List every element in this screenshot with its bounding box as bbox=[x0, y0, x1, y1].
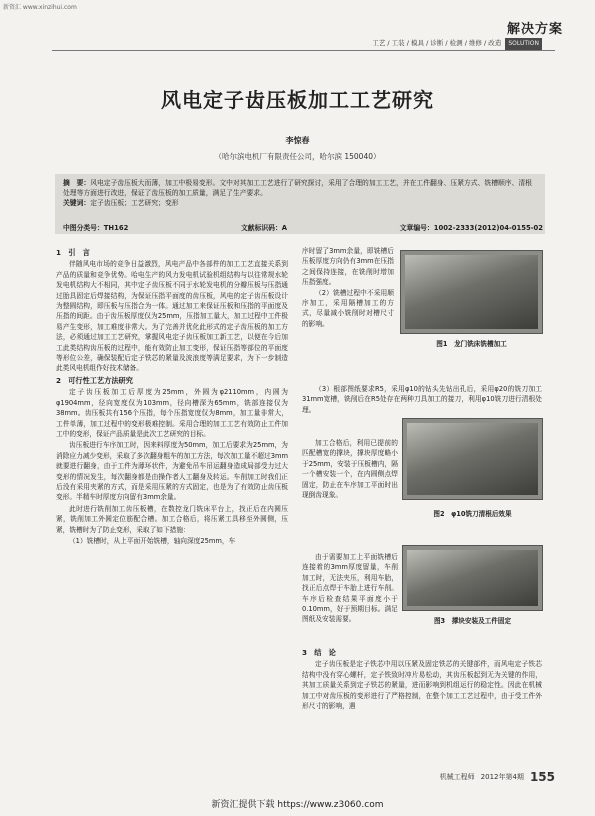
subnav-tag: SOLUTION bbox=[505, 38, 542, 50]
article-number: 文章编号：1002-2333(2012)04-0155-02 bbox=[399, 224, 543, 232]
section-1-heading: 1 引 言 bbox=[56, 248, 90, 257]
page-number: 155 bbox=[529, 770, 555, 784]
article-affiliation: （哈尔滨电机厂有限责任公司，哈尔滨 150040） bbox=[214, 152, 381, 161]
paragraph: 此时进行铣削加工齿压板槽，在数控龙门铣床平台上，找正后在内圆压紧，铣削加工外圆定位筋配合槽。加工合格后，将压紧工具移至外圆侧，压紧，铣槽时为了防止变形，采取了如下措施： bbox=[56, 504, 288, 534]
figure-2-caption: 图2 φ10铣刀清根后效果 bbox=[433, 510, 512, 518]
site-watermark: 新资汇 www.xinzihui.com bbox=[3, 4, 77, 11]
right-column-block-4 bbox=[302, 552, 398, 626]
paragraph: 加工合格后，利用已提前的匹配槽宽的撑块，撑块厚度略小于25mm，安装于压板槽内，隔一个槽安装一个，在内圆侧点焊固定，防止在车序加工平面时出现倒齿现象。 bbox=[302, 439, 398, 500]
right-column-block-1 bbox=[302, 246, 394, 330]
article-title: 风电定子齿压板加工工艺研究 bbox=[161, 88, 434, 112]
paragraph: 由于需要加工上平面铣槽后连接着的3mm厚度留量，车削加工时，无法夹压，利用车胎，找正后点焊于车胎上进行车削。车序后检查结果平面度小于0.10mm，好于预期目标。满足图纸及安装需要。 bbox=[302, 553, 398, 624]
journal-issue: 2012年第4期 bbox=[480, 773, 524, 781]
paragraph: （2）铣槽过程中不采用顺序加工，采用隔槽加工的方式，尽量减小铣削时对槽尺寸的影响。 bbox=[302, 288, 394, 328]
right-column-block-5 bbox=[302, 646, 542, 712]
paragraph: 伴随风电市场的竞争日益激烈，风电产品中各部件的加工工艺直接关系到产品的质量和竞争优势。哈电生产的风力发电机试验机组结构与以往常规水轮发电机结构大不相同，其中定子齿压板不同于水轮发电机的分瓣压板与压指通过胎具固定后焊接结构，为保证压指平面度的齿压板，风电的定子齿压板设计为整圆结构，即压板与压指合为一体。通过加工来保证压板和压指的平面度及压指的间距。由于齿压板厚度仅为25mm，压指加工量大，加工过程中工件极易产生变形，加工难度非常大。为了完善并优化此形式的定子齿压板的加工方法，必须通过加工工艺研究，掌握风电定子齿压板加工新工艺，以便在今后加工此类结构齿压板的过程中，能有效防止加工变形，保证压指等部位的平面度等形位公差，确保装配后定子铁芯的紧量及波浪度等满足要求，为下一步制造此类风电机组作好技术储备。 bbox=[56, 260, 288, 373]
paragraph: 齿压板进行车序加工时，因来料厚度为50mm，加工后要求为25mm，为消除应力减少变形，采取了多次翻身粗车的加工方法，每次加工量不超过3mm就要进行翻身，由于工件为薄环状件，为避免吊车吊运翻身造成局部受力过大变形的情况发生，每次翻身都是由操作者人工翻身及转运。车削加工时我们正后没有采用夹紧的方式，而是采用压紧的方式固定，也是为了有效防止齿压板变形。半精车时厚度方向留有3mm余量。 bbox=[56, 441, 288, 502]
abstract bbox=[63, 178, 537, 198]
doc-code: 文献标识码：A bbox=[241, 224, 288, 232]
figure-2-photo bbox=[402, 418, 543, 500]
keywords bbox=[63, 198, 537, 208]
abstract-text: 风电定子齿压板大而薄，加工中极易变形。文中对其加工工艺进行了研究探讨，采用了合理的加工工艺，并在工件翻身、压紧方式、铣槽顺序、清根处理等方面进行改进，保证了齿压板的加工质量，满足了生产要求。 bbox=[63, 179, 532, 197]
abstract-label: 摘 要： bbox=[63, 179, 91, 187]
keywords-text: 定子齿压板；工艺研究；变形 bbox=[90, 199, 179, 207]
paragraph: （1）铣槽时，从上平面开始铣槽，轴向深度25mm，车 bbox=[69, 536, 236, 545]
paragraph: 序时留了3mm余量，即铣槽后压板厚度方向仍有3mm在压指之间保持连接，在铣削时增加压指强度。 bbox=[302, 247, 394, 287]
right-column-block-2 bbox=[302, 384, 542, 416]
section-subnav bbox=[342, 37, 542, 49]
subnav-items: 工艺 / 工装 / 模具 / 诊断 / 检测 / 维修 / 改造 bbox=[372, 39, 502, 47]
page-footer bbox=[440, 770, 555, 784]
figure-1-photo bbox=[400, 250, 543, 334]
section-2-heading: 2 可行性工艺方法研究 bbox=[56, 375, 133, 385]
figure-3-caption: 图3 撑块安装及工件固定 bbox=[433, 617, 512, 625]
keywords-label: 关键词： bbox=[63, 199, 91, 207]
figure-3-photo bbox=[402, 545, 543, 611]
section-heading: 解决方案 bbox=[506, 22, 563, 37]
clc-number: 中图分类号：TH162 bbox=[63, 224, 129, 232]
article-author: 李惊春 bbox=[285, 136, 310, 145]
figure-1-caption: 图1 龙门铣床铣槽加工 bbox=[436, 340, 507, 348]
right-column-block-3 bbox=[302, 438, 398, 501]
journal-name: 机械工程师 bbox=[439, 773, 475, 781]
paragraph: （3）根部图纸要求R5，采用φ10的钻头先钻出孔后，采用φ20的铣刀加工31mm宽槽，铣削后在R5处存在两种刀具加工的接刀，利用φ10铣刀进行清根处理。 bbox=[302, 385, 542, 414]
header-rule bbox=[52, 50, 555, 51]
article-meta bbox=[63, 222, 543, 232]
section-3-heading: 3 结 论 bbox=[302, 648, 336, 657]
paragraph: 定子齿压板是定子铁芯中用以压紧及固定铁芯的关键部件，而风电定子铁芯结构中没有穿心螺杆，定子铁致时冲片易松动，其齿压板起到无为关键的作用，其加工质量关系到定子铁芯的紧量，进而影响到机组运行的稳定性。因此在机械加工中对齿压板的变形进行了严格控制，在整个加工工艺过程中，由于受工件外形尺寸的影响，遇 bbox=[302, 660, 542, 711]
paragraph: 定子齿压板加工后厚度为25mm，外圆为φ2110mm，内圆为φ1904mm，径向宽度仅为103mm，径向槽深为65mm，铣部连接仅为38mm。齿压板共有156个压指，每个压指宽度仅为8mm，加工量非常大，工件单薄，加工过程中的变形极难控制。采用合理的加工工艺有效防止工件加工中的变形，保证产品质量是此次工艺研究的目标。 bbox=[56, 388, 288, 438]
left-column bbox=[56, 246, 288, 547]
download-note: 新资汇提供下载 https://www.z3060.com bbox=[211, 800, 384, 810]
